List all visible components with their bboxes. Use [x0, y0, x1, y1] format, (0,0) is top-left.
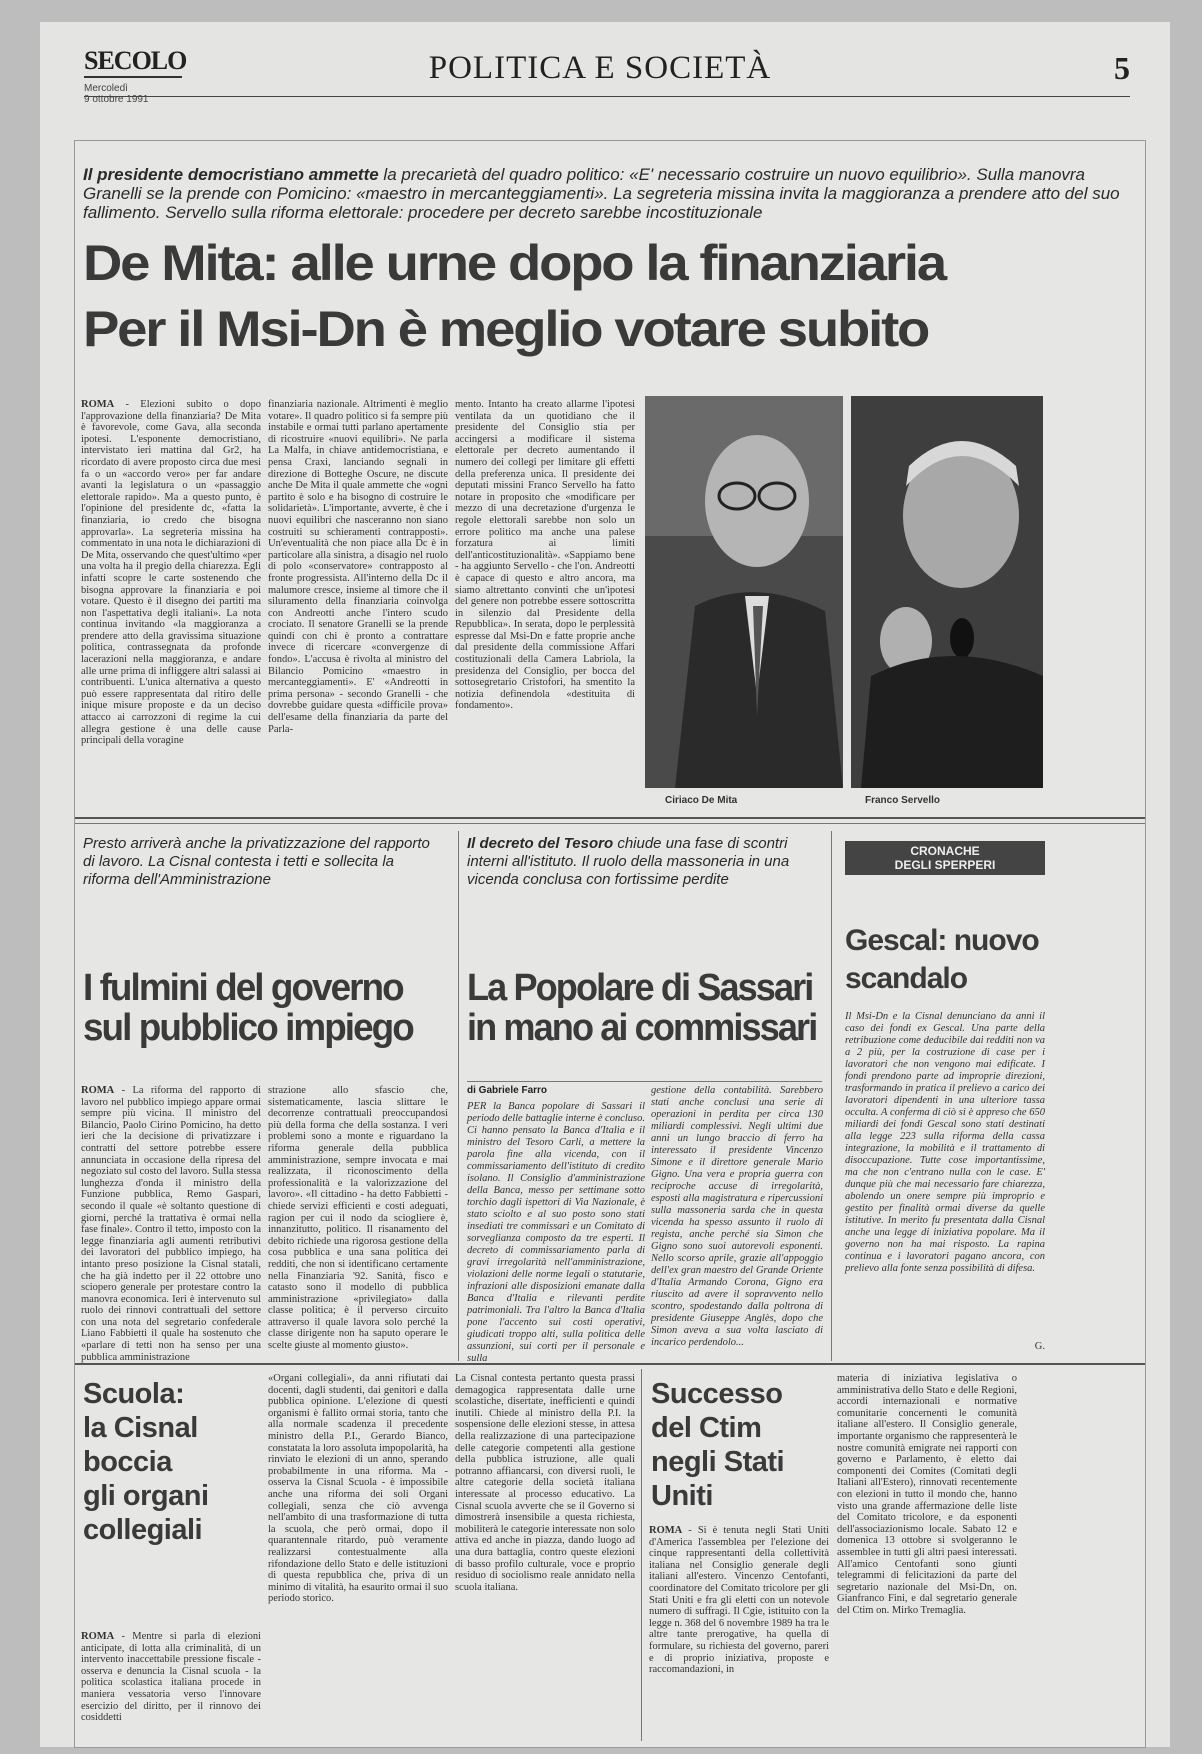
lead-kicker-text: la precarietà del quadro politico: «E' necessario costruire un nuovo equilibrio». Sulla manovra Granelli se la prende con Pomicino: «maestro in mercanteggiamenti». La segreteria missina invita la maggioranza a prendere atto del suo fallimento. Servello sulla riforma elettorale: procedere per decreto sarebbe incostituzionale	[83, 165, 1120, 222]
column-rule-3	[641, 1369, 642, 1741]
photo-servello-image	[851, 396, 1043, 788]
sassari-byline: di Gabriele Farro	[467, 1085, 548, 1096]
lead-col-3: mento. Intanto ha creato allarme l'ipotesi ventilata da un quotidiano che il presidente del Consiglio stia per accingersi a modificare il sistema elettorale per decreto aumentando il numero dei collegi per limitare gli effetti della preferenza unica. Il presidente dei deputati missini Franco Servello ha fatto notare in proposito che «modificare per mezzo di una decretazione d'urgenza le regole elettorali sarebbe non solo un errore politico ma anche una palese forzatura ai limiti dell'anticostituzionalità». «Sappiamo bene - ha aggiunto Servello - che l'on. Andreotti è capace di questo e altro ancora, ma siamo altrettanto convinti che un'ipotesi del genere non potrebbe essere sottoscritta in silenzio dal Presidente della Repubblica». In serata, dopo le perplessità espresse dal Msi-Dn e fatte proprie anche dal presidente della commissione Affari costituzionali della Camera Labriola, la presidenza del Consiglio, per bocca del sottosegretario Cristofori, ha smentito la notizia definendola «destituita di fondamento».	[455, 399, 635, 712]
impiego-col-1	[81, 1085, 261, 1363]
ctim-headline-3: negli Stati	[651, 1446, 785, 1478]
column-rule-2	[831, 831, 832, 1361]
page-number: 5	[1114, 50, 1130, 86]
impiego-headline-2: sul pubblico impiego	[83, 1007, 413, 1049]
impiego-kicker: Presto arriverà anche la privatizzazione del rapporto di lavoro. La Cisnal contesta i tetti e sollecita la riforma dell'Amministrazione	[83, 835, 430, 888]
sassari-headline-2: in mano ai commissari	[467, 1007, 817, 1049]
masthead-day: Mercoledì	[84, 83, 128, 94]
photo-de-mita-image	[645, 396, 843, 788]
gescal-box-label	[845, 841, 1045, 875]
gescal-box-label-1: CRONACHE	[910, 844, 980, 858]
ctim-headline-2: del Ctim	[651, 1412, 762, 1444]
scuola-headline-3: boccia	[83, 1446, 172, 1478]
lead-kicker	[83, 165, 1133, 222]
masthead-date-text: 9 ottobre 1991	[84, 94, 149, 105]
masthead-logo: SECOLO	[84, 46, 187, 75]
lead-kicker-bold: Il presidente democristiano ammette	[83, 165, 379, 184]
sassari-kicker-bold: Il decreto del Tesoro	[467, 835, 614, 852]
lead-headline-2: Per il Msi-Dn è meglio votare subito	[83, 301, 929, 357]
newspaper-page	[40, 22, 1170, 1747]
scuola-dateline: ROMA	[81, 1631, 115, 1642]
content-frame	[74, 140, 1146, 1748]
lead-col-1-text: - Elezioni subito o dopo l'approvazione della finanziaria? De Mita è favorevole, come Gava, alla seconda ipotesi. L'esponente democristiano, intervistato ieri mattina dal Gr2, ha ricordato di avere proposto circa due mesi fa o un «accordo vero» per far andare avanti la legislatura o un «passaggio elettorale rapido». Ma a questo punto, è l'opinione del presidente dc, «fatta la finanziaria, io credo che bisogna approvarla». La segreteria missina ha commentato in una nota le dichiarazioni di De Mita, osservando che quest'ultimo «per una volta ha il pregio della chiarezza. Egli infatti scopre le carte sostenendo che bisogna approvare la finanziaria e poi votare. Questo è il disegno dei partiti ma non l'aspettativa degli italiani». La nota continua invitando «la maggioranza a prendere atto della gravissima situazione politica, contrassegnata da profonde lacerazioni nella maggioranza, e andare alle urne prima di infliggere altri salassi ai contribuenti. L'unica alternativa a questo può essere rappresentata dal ritiro delle inique misure proposte e da un deciso attacco ai carrozzoni di regime la cui allegra gestione è una delle cause principali della voragine	[81, 399, 261, 747]
ctim-col-1-text: - Si è tenuta negli Stati Uniti d'America l'assemblea per l'elezione dei cinque rappresentanti della collettività italiana nel Consiglio generale degli italiani all'estero. Vincenzo Centofanti, coordinatore del Comitato tricolore per gli Stati Uniti e fra gli eletti con un notevole numero di suffragi. Il Cgie, istituito con la legge n. 368 del 6 novembre 1989 ha tra le altre tante prerogative, ha quella di formulare, su richiesta del governo, pareri e di proprio iniziativa, proposte e raccomandazioni, in	[649, 1525, 829, 1676]
scuola-headline-1: Scuola:	[83, 1378, 185, 1410]
section-rule-1	[75, 817, 1145, 819]
column-rule-1	[458, 831, 459, 1361]
gescal-box-label-2: DEGLI SPERPERI	[894, 858, 996, 872]
lead-headline-1: De Mita: alle urne dopo la finanziaria	[83, 235, 946, 291]
scuola-headline-2: la Cisnal	[83, 1412, 198, 1444]
scuola-col-2: «Organi collegiali», da anni rifiutati dai docenti, dagli studenti, dai genitori e dalla pubblica opinione. L'elezione di questi organismi è fallito ormai storia, tanto che alla normale scadenza il precedente ministro della P.I., Gerardo Bianco, constatata la loro assoluta impopolarità, ha rinviato le elezioni di un anno, sperando probabilmente in una riforma. Ma - osserva la Cisnal Scuola - è impossibile anche una riforma dei soli Organi collegiali, senza che ciò avvenga nell'ambito di una trasformazione di tutta la scuola, che però ormai, dopo il quarantennale ritardo, può veramente realizzarsi contestualmente alla rifondazione dello Stato e delle istituzioni di questa repubblica che, priva di un minimo di vitalità, ha esaurito ormai il suo periodo storico.	[268, 1373, 448, 1605]
caption-servello: Franco Servello	[865, 795, 941, 806]
lead-col-1	[81, 399, 261, 811]
sassari-col-2: gestione della contabilità. Sarebbero stati anche conclusi una serie di operazioni in perdita per circa 130 miliardi complessivi. Negli ultimi due anni un lungo braccio di ferro ha interessato il presidente Vincenzo Simone e il direttore generale Mario Gigno. Una vera e propria guerra con reciproche accuse di irregolarità, esposti alla magistratura e ripercussioni sulla massoneria sarda che in questa vicenda ha spesso assunto il ruolo di regista, anche perché sia Simon che Gigno sono suoi autorevoli esponenti. Nello scorso aprile, grazie all'appoggio dell'ex gran maestro del Grande Oriente d'Italia Armando Corona, Gigno era riuscito ad avere il sopravvento nello scontro, spodestando dalla poltrona di presidente Giuseppe Anglès, dopo che Simon aveva a sua volta lasciato di incarico perdendolo...	[651, 1085, 823, 1348]
sassari-kicker	[467, 835, 817, 889]
section-rule-1b	[75, 823, 1145, 824]
ctim-col-1	[649, 1525, 829, 1739]
logo-rule	[84, 76, 182, 78]
impiego-headline-1: I fulmini del governo	[83, 967, 403, 1009]
ctim-col-2: materia di iniziativa legislativa o amministrativa dello Stato e delle Regioni, accordi internazionali e normative comunitarie concernenti le comunità italiane all'estero. Il Consiglio generale, importante organismo che rappresenterà le nostre comunità emigrate nei rapporti con governo e Parlamento, è eletto dai componenti dei Comites (Comitati degli Italiani all'Estero), rinnovati recentemente con elezioni in tutto il mondo che, hanno visto una grande affermazione delle liste del Comitato tricolore, e da esponenti dell'associazionismo locale. Sabato 12 e domenica 13 ottobre si svolgeranno le assemblee in tutti gli altri paesi interessati. All'amico Centofanti sono giunti telegrammi di felicitazioni da parte del segretario nazionale del Msi-Dn, on. Gianfranco Fini, e dal segretario generale del Ctim on. Mirko Tremaglia.	[837, 1373, 1017, 1616]
sassari-headline-1: La Popolare di Sassari	[467, 967, 813, 1009]
ctim-headline-4: Uniti	[651, 1480, 713, 1512]
section-rule-2	[75, 1363, 1145, 1365]
photo-servello	[851, 396, 1043, 788]
gescal-signature: G.	[1034, 1341, 1045, 1352]
masthead-rule	[84, 96, 1130, 97]
gescal-headline-1: Gescal: nuovo	[845, 924, 1039, 957]
scuola-col-1	[81, 1631, 261, 1739]
masthead-date	[84, 83, 149, 105]
ctim-headline-1: Successo	[651, 1378, 783, 1410]
impiego-col-2: strazione allo sfascio che, sistematicamente, lascia slittare le decorrenze contrattuali preoccupandosi più della forma che della sostanza. I veri problemi sono a monte e riguardano la riforma generale della pubblica amministrazione, sempre invocata e mai realizzata, il riconoscimento della professionalità e la valorizzazione del lavoro». «Il cittadino - ha detto Fabbietti - chiede servizi efficienti e costi adeguati, ragion per cui il nodo da sciogliere è, innanzitutto, politico. Il risanamento del debito richiede una rigorosa gestione della cosa pubblica e una sana politica dei redditi, che non si identificano certamente nella Finanziaria '92. Sanità, fisco e catasto sono il modello di pubblica amministrazione «privilegiato» dalla classe politica; è il perverso circuito attraverso il quale lavora solo perché la classe dirigente non ha saputo operare le scelte giuste al momento giusto».	[268, 1085, 448, 1352]
lead-dateline: ROMA	[81, 399, 115, 410]
scuola-headline-4: gli organi	[83, 1480, 209, 1512]
scuola-col-3: La Cisnal contesta pertanto questa prassi demagogica rappresentata dalle urne scolastiche, disertate, inefficienti e quindi inutili. Chiede al ministro della P.I. la sospensione delle elezioni stesse, in attesa della realizzazione di una partecipazione delle categorie competenti alla gestione della pubblica istruzione, alle quali potranno affiancarsi, con diversi ruoli, le altre categorie della società italiana interessate al processo educativo. La Cisnal scuola avverte che se il Governo si dimostrerà insensibile a questa richiesta, mobiliterà le categorie interessate non solo attiva ed anche in piazza, dando luogo ad una dura battaglia, contro queste elezioni di basso profilo culturale, voce e proprio residuo di sociolismo reale annidato nella scuola italiana.	[455, 1373, 635, 1593]
ctim-dateline: ROMA	[649, 1525, 683, 1536]
gescal-body: Il Msi-Dn e la Cisnal denunciano da anni il caso dei fondi ex Gescal. Una parte della retribuzione come deducibile dai redditi non va a 2 più, per la costruzione di case per i lavoratori che non vengono mai edificate. I fondi prendono parte ad improprie direzioni, trasformando in pratica il prelievo a carico dei lavoratori dipendenti in una ulteriore tassa occulta. A conferma di ciò si è appreso che 650 miliardi dei fondi Gescal sono stati destinati alla legge 223 sulla riforma della cassa integrazione, la mobilità e il trattamento di disoccupazione. Tutte cose importantissime, ma che non c'entrano nulla con le case. E' dunque più che mai necessario fare chiarezza, abolendo un onere sempre più improprio e gestito per finalità ormai diverse da quelle istitutive. In merito fu presentata dalla Cisnal anche una legge di iniziativa popolare. Ma il governo non ha mai risposto. La rapina continua e i lavoratori pagano ancora, con prelievo alla fonte senza possibilità di difesa.	[845, 1011, 1045, 1274]
sassari-kicker-text: chiude una fase di scontri interni all'istituto. Il ruolo della massoneria in una vicenda conclusa con fortissime perdite	[467, 835, 790, 888]
sassari-col-1: PER la Banca popolare di Sassari il periodo delle battaglie interne è concluso. Ci hanno pensato la Banca d'Italia e il ministro del Tesoro Carli, a mettere la parola fine alla vicenda, con il commissariamento dell'istituto di credito isolano. Il Consiglio d'amministrazione della Banca, messo per settimane sotto torchio dagli ispettori di Via Nazionale, è stato sciolto e al suo posto sono stati insediati tre commissari e un Comitato di sorveglianza composto da tre esperti. Il decreto di commissariamento parla di gravi irregolarità nell'amministrazione, violazioni delle norme legali o statutarie, infrazioni alle disposizioni emanate dalla Banca d'Italia e rilevanti perdite patrimoniali. Tra l'altro la Banca d'Italia pone l'accento sui costi operativi, giudicati troppo alti, sulla politica delle assunzioni, sui corti per il personale e sulla	[467, 1101, 645, 1364]
caption-de-mita: Ciriaco De Mita	[665, 795, 738, 806]
section-title: POLITICA E SOCIETÀ	[428, 50, 772, 86]
impiego-col-1-text: - La riforma del rapporto di lavoro nel pubblico impiego appare ormai sempre più vicina. Il ministro del Bilancio, Paolo Cirino Pomicino, ha detto ieri che la decisione di privatizzare i contratti del settore potrebbe essere annunciata in occasione della ripresa del negoziato sul costo del lavoro. Sulla stessa lunghezza d'onda il ministro della Funzione pubblica, Remo Gaspari, secondo il quale «è soltanto questione di giorni, perché la trattativa è ormai nella fase finale». Contro il tetto, imposto con la legge finanziaria agli aumenti retributivi dei lavoratori del pubblico impiego, ha intanto preso posizione la Cisnal statali, che ha già indetto per il 22 ottobre uno sciopero generale per protestare contro la manovra economica. Ieri è intervenuto sul ruolo dei rinnovi contrattuali del settore con una nota del segretario confederale Liano Fabbietti il quale ha sostenuto che «parlare di tetti non ha senso per una pubblica amministrazione	[81, 1085, 261, 1363]
gescal-headline-2: scandalo	[845, 962, 968, 995]
sassari-rule	[467, 1081, 822, 1082]
scuola-col-1-text: - Mentre si parla di elezioni anticipate, di lotta alla criminalità, di un intervento inaccettabile pressione fiscale - osserva e denuncia la Cisnal scuola - la politica scolastica italiana procede in maniera vessatoria verso l'innovare esercizio del diritto, per il rinnovo dei cosiddetti	[81, 1631, 261, 1724]
photo-de-mita	[645, 396, 843, 788]
scuola-headline-5: collegiali	[83, 1514, 203, 1546]
lead-col-2: finanziaria nazionale. Altrimenti è meglio votare». Il quadro politico si fa sempre più instabile e ormai tutti parlano apertamente di ricostruire «nuovi equilibri». Ne parla La Malfa, in chiave antidemocristiana, e pensa Craxi, lanciando segnali in direzione di Botteghe Oscure, ne discute anche De Mita il quale ammette che «ogni partito è solo e ha bisogno di costruire le solidarietà». L'importante, avverte, è che i nuovi equilibri che nasceranno non siano costruiti su schieramenti contrapposti». Un'eventualità che non piace alla Dc è in particolare alla sinistra, a disagio nel ruolo di polo «conservatore» contrapposto al fronte progressista. All'interno della Dc il malumore cresce, insieme al timore che il siluramento della finanziaria coinvolga con Andreotti anche l'intero scudo crociato. Il senatore Granelli se la prende quindi con chi è pronto a contrattare invece di ricercare «convergenze di fondo». L'accusa è rivolta al ministro del Bilancio Pomicino «maestro in mercanteggiamenti». E' «Andreotti in prima persona» - secondo Granelli - che dovrebbe guidare questa «difficile prova» dell'esame della finanziaria da parte del Parla-	[268, 399, 448, 735]
impiego-dateline: ROMA	[81, 1085, 115, 1096]
